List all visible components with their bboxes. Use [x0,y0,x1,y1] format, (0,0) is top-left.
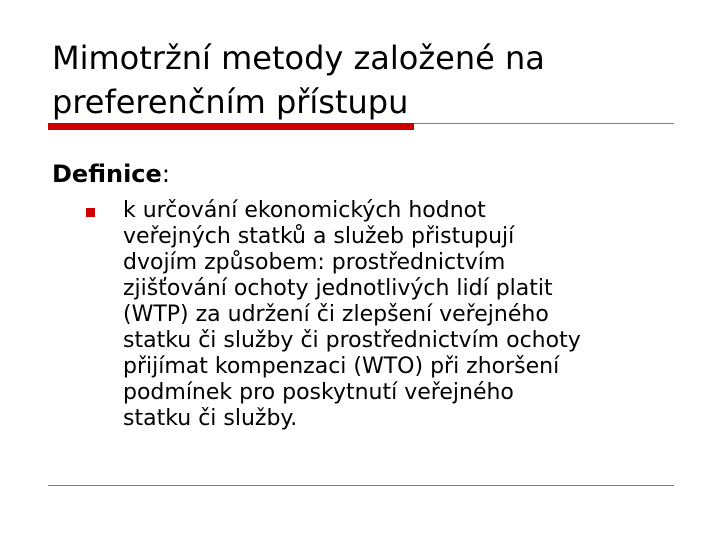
square-bullet-icon [86,208,95,217]
bullet-line: zjišťování ochoty jednotlivých lidí platit [123,276,553,301]
bullet-line: podmínek pro poskytnutí veřejného [123,380,514,405]
bullet-line: přijímat kompenzaci (WTO) při zhoršení [123,354,560,379]
slide-title-line-1: Mimotržní metody založené na [52,39,545,77]
bullet-line: (WTP) za udržení či zlepšení veřejného [123,302,549,327]
bullet-line: statku či služby či prostřednictvím ochoty [123,328,581,353]
definition-label: Definice [52,160,162,188]
slide-title-line-2: preferenčním přístupu [52,83,409,121]
definition-bullet-text [123,198,683,432]
definition-colon: : [161,160,170,188]
bullet-line: veřejných statků a služeb přistupují [123,224,515,249]
bullet-line: k určování ekonomických hodnot [123,198,486,223]
footer-divider [48,485,674,486]
slide-title [52,36,672,124]
bullet-line: statku či služby. [123,406,298,431]
bullet-line: dvojím způsobem: prostřednictvím [123,250,506,275]
title-divider-accent [48,123,414,130]
definition-heading [52,156,170,192]
